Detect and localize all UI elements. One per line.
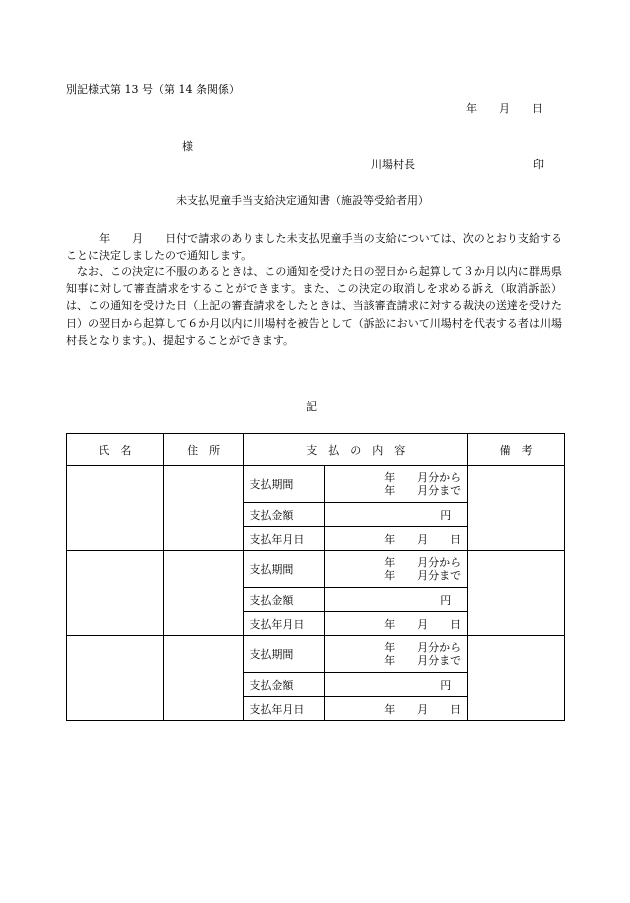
period-from: 年 月分から [384,471,462,484]
note-cell[interactable] [468,466,565,551]
paragraph-text: なお、この決定に不服のあるときは、この通知を受けた日の翌日から起算して３か月以内に群馬県知事に対して審査請求をすることができます。また、この決定の取消しを求める訴え（取消訴訟）は、この通知を受けた日（上記の審査請求をしたときは、当該審査請求に対する裁決の送達を受けた日）の翌日から起算して６か月以内に川場村を被告として（訴訟において川場村を代表する者は川場村長となります。)、提起することができます。 [66,265,562,347]
table-row [67,466,565,503]
period-value[interactable] [325,551,468,588]
payment-table [66,433,565,721]
paragraph-text: 年 月 日付で請求のありました未支払児童手当の支給については、次のとおり支給することに決定しましたので通知します。 [66,232,562,263]
name-cell[interactable] [67,551,164,636]
paydate-label: 支払年月日 [244,612,325,636]
note-cell[interactable] [468,636,565,721]
paydate-label: 支払年月日 [244,527,325,551]
period-label: 支払期間 [244,551,325,588]
name-cell[interactable] [67,636,164,721]
issuer [371,156,544,172]
address-cell[interactable] [163,636,244,721]
address-cell[interactable] [163,466,244,551]
table-header-row [67,434,565,466]
period-value[interactable] [325,636,468,673]
document-title: 未支払児童手当支給決定通知書（施設等受給者用） [176,194,429,207]
ki-heading: 記 [306,400,317,413]
period-to: 年 月分まで [384,569,462,582]
period-from: 年 月分から [384,556,462,569]
amount-label: 支払金額 [244,503,325,527]
table-row [67,551,565,588]
body-paragraph-1 [66,230,562,264]
paydate-value[interactable]: 年 月 日 [325,527,468,551]
paydate-label: 支払年月日 [244,697,325,721]
issuer-name: 川場村長 [371,158,415,171]
amount-value[interactable]: 円 [325,588,468,612]
amount-label: 支払金額 [244,588,325,612]
header-address: 住 所 [163,434,244,466]
period-to: 年 月分まで [384,484,462,497]
seal-mark: 印 [533,158,544,171]
note-cell[interactable] [468,551,565,636]
body-paragraph-2 [66,263,562,349]
header-content: 支 払 の 内 容 [244,434,468,466]
address-cell[interactable] [163,551,244,636]
period-label: 支払期間 [244,466,325,503]
name-cell[interactable] [67,466,164,551]
amount-value[interactable]: 円 [325,673,468,697]
period-value[interactable] [325,466,468,503]
period-to: 年 月分まで [384,654,462,667]
paydate-value[interactable]: 年 月 日 [325,612,468,636]
issue-date: 年 月 日 [466,102,543,115]
form-number: 別記様式第 13 号（第 14 条関係） [66,83,240,96]
addressee-label: 様 [182,140,193,153]
table-row [67,636,565,673]
header-note: 備 考 [468,434,565,466]
amount-value[interactable]: 円 [325,503,468,527]
header-name: 氏 名 [67,434,164,466]
paydate-value[interactable]: 年 月 日 [325,697,468,721]
period-label: 支払期間 [244,636,325,673]
amount-label: 支払金額 [244,673,325,697]
period-from: 年 月分から [384,641,462,654]
